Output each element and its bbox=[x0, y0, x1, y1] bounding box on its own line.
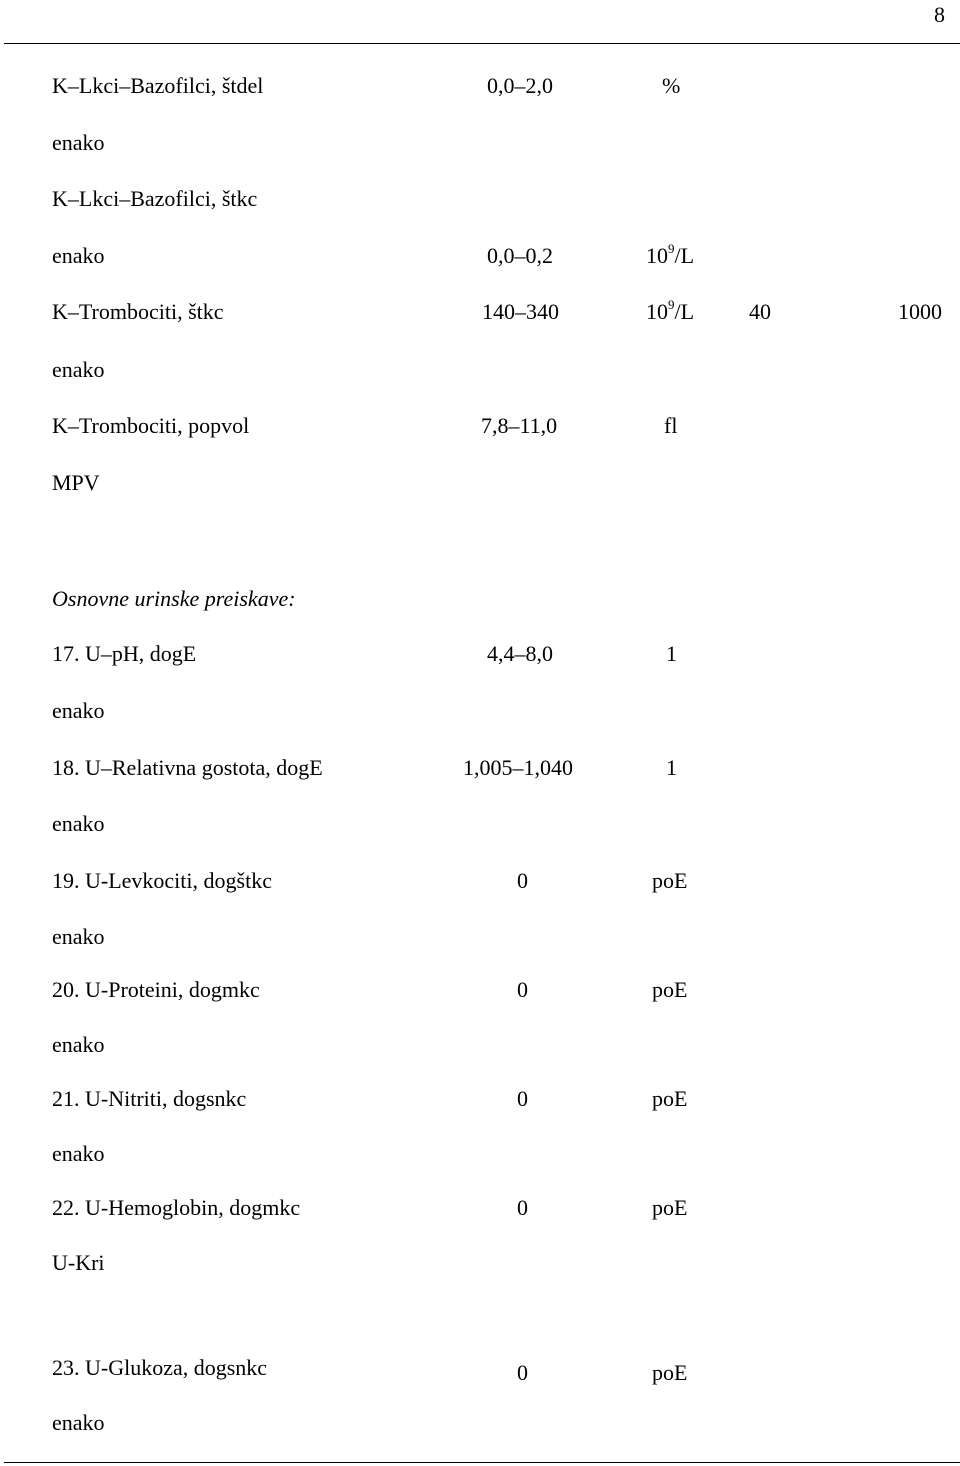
row-label: enako bbox=[52, 1141, 105, 1166]
row-label: enako bbox=[52, 924, 105, 949]
row-range: 0 bbox=[517, 1195, 528, 1220]
row-label: enako bbox=[52, 357, 105, 382]
header-rule bbox=[4, 43, 960, 44]
row-label: MPV bbox=[52, 470, 100, 495]
row-range: 140–340 bbox=[482, 299, 559, 324]
row-label: 19. U-Levkociti, dogštkc bbox=[52, 868, 272, 893]
row-label: K–Trombociti, štkc bbox=[52, 299, 224, 324]
row-label: 17. U–pH, dogE bbox=[52, 641, 197, 666]
row-label: enako bbox=[52, 130, 105, 155]
row-label: U-Kri bbox=[52, 1250, 105, 1275]
row-label: 21. U-Nitriti, dogsnkc bbox=[52, 1086, 247, 1111]
row-critical-high: 1000 bbox=[898, 299, 942, 324]
row-label: enako bbox=[52, 698, 105, 723]
row-critical-low: 40 bbox=[749, 299, 771, 324]
row-unit: $10^9/L$ bbox=[646, 240, 695, 268]
row-label: K–Lkci–Bazofilci, štkc bbox=[52, 186, 258, 211]
row-unit: poE bbox=[652, 1360, 688, 1385]
row-label: 23. U-Glukoza, dogsnkc bbox=[52, 1355, 268, 1380]
row-unit: 1 bbox=[666, 755, 677, 780]
section-heading: Osnovne urinske preiskave: bbox=[52, 586, 296, 611]
row-label: enako bbox=[52, 1032, 105, 1057]
row-label: enako bbox=[52, 243, 105, 268]
row-label: 20. U-Proteini, dogmkc bbox=[52, 977, 260, 1002]
row-label: 22. U-Hemoglobin, dogmkc bbox=[52, 1195, 301, 1220]
row-range: 0,0–0,2 bbox=[487, 243, 553, 268]
row-unit: 1 bbox=[666, 641, 677, 666]
row-unit: poE bbox=[652, 1195, 688, 1220]
row-range: 0 bbox=[517, 1086, 528, 1111]
row-unit: fl bbox=[664, 413, 678, 438]
row-range: 0 bbox=[517, 868, 528, 893]
row-range: 4,4–8,0 bbox=[487, 641, 553, 666]
row-range: 1,005–1,040 bbox=[463, 755, 573, 780]
row-range: 7,8–11,0 bbox=[481, 413, 558, 438]
row-unit: % bbox=[662, 73, 681, 98]
page-number: 8 bbox=[934, 2, 945, 27]
row-unit: poE bbox=[652, 977, 688, 1002]
row-range: 0,0–2,0 bbox=[487, 73, 553, 98]
row-label: 18. U–Relativna gostota, dogE bbox=[52, 755, 323, 780]
row-label: enako bbox=[52, 811, 105, 836]
row-label: enako bbox=[52, 1410, 105, 1435]
row-unit: $10^9/L$ bbox=[646, 296, 695, 324]
row-unit: poE bbox=[652, 1086, 688, 1111]
footer-rule bbox=[4, 1462, 960, 1463]
row-label: K–Lkci–Bazofilci, štdel bbox=[52, 73, 264, 98]
row-unit: poE bbox=[652, 868, 688, 893]
row-range: 0 bbox=[517, 977, 528, 1002]
row-range: 0 bbox=[517, 1360, 528, 1385]
row-label: K–Trombociti, popvol bbox=[52, 413, 250, 438]
